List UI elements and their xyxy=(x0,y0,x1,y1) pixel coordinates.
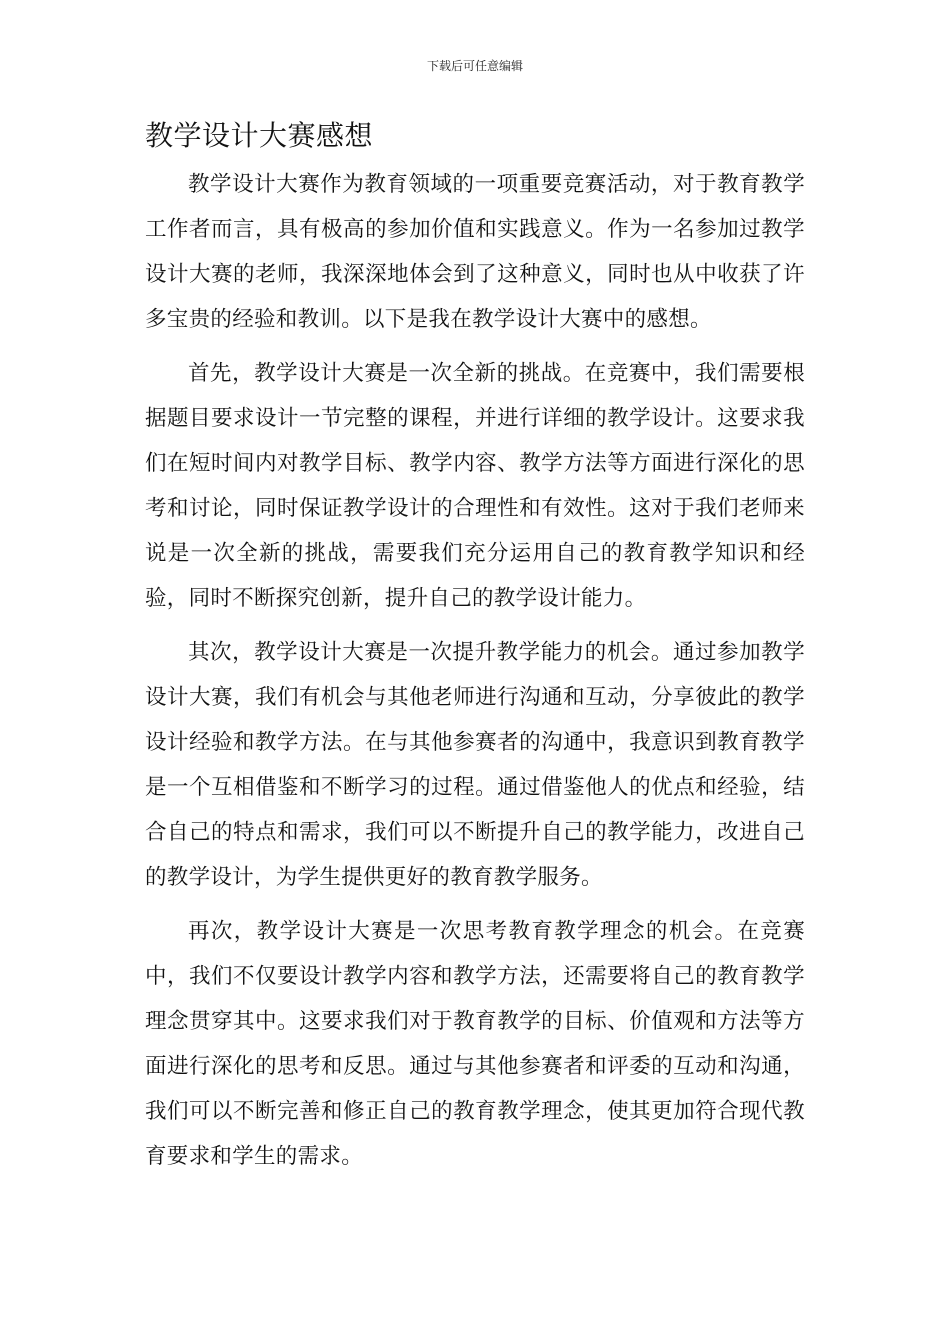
paragraph-intro: 教学设计大赛作为教育领域的一项重要竞赛活动，对于教育教学工作者而言，具有极高的参加价值和实践意义。作为一名参加过教学设计大赛的老师，我深深地体会到了这种意义，同时也从中收获了许多宝贵的经验和教训。以下是我在教学设计大赛中的感想。 xyxy=(145,172,805,332)
paragraph-first: 首先，教学设计大赛是一次全新的挑战。在竞赛中，我们需要根据题目要求设计一节完整的课程，并进行详细的教学设计。这要求我们在短时间内对教学目标、教学内容、教学方法等方面进行深化的思考和讨论，同时保证教学设计的合理性和有效性。这对于我们老师来说是一次全新的挑战，需要我们充分运用自己的教育教学知识和经验，同时不断探究创新，提升自己的教学设计能力。 xyxy=(145,361,805,611)
document-title: 教学设计大赛感想 xyxy=(145,119,374,152)
document-body xyxy=(145,162,805,1188)
paragraph-third: 再次，教学设计大赛是一次思考教育教学理念的机会。在竞赛中，我们不仅要设计教学内容和教学方法，还需要将自己的教育教学理念贯穿其中。这要求我们对于教育教学的目标、价值观和方法等方面进行深化的思考和反思。通过与其他参赛者和评委的互动和沟通，我们可以不断完善和修正自己的教育教学理念，使其更加符合现代教育要求和学生的需求。 xyxy=(145,919,805,1169)
paragraph-second: 其次，教学设计大赛是一次提升教学能力的机会。通过参加教学设计大赛，我们有机会与其他老师进行沟通和互动，分享彼此的教学设计经验和教学方法。在与其他参赛者的沟通中，我意识到教育教学是一个互相借鉴和不断学习的过程。通过借鉴他人的优点和经验，结合自己的特点和需求，我们可以不断提升自己的教学能力，改进自己的教学设计，为学生提供更好的教育教学服务。 xyxy=(145,640,805,890)
header-note: 下载后可任意编辑 xyxy=(426,59,523,73)
